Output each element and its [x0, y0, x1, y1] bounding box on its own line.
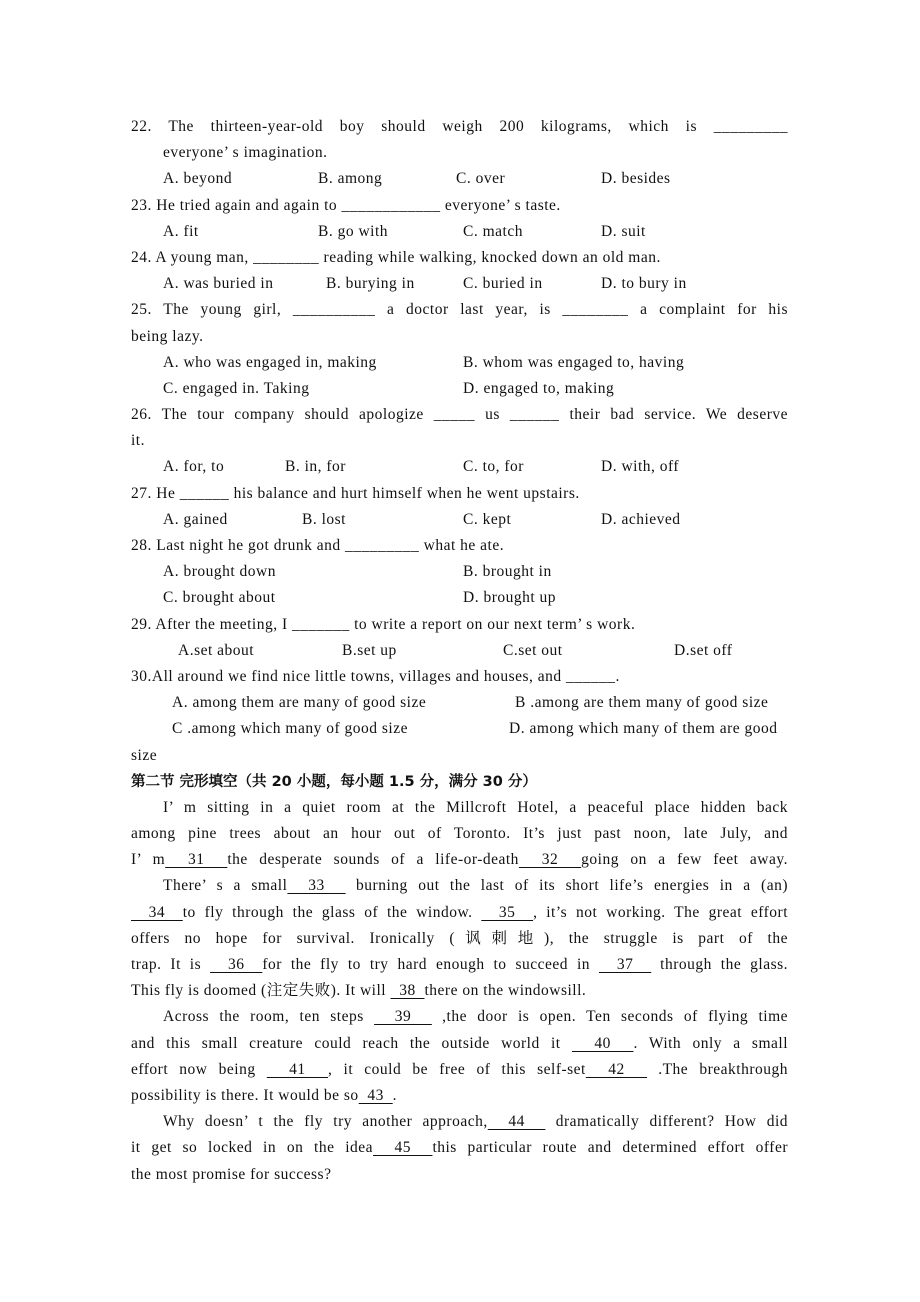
cloze-blank: 44	[487, 1113, 546, 1131]
option-d: D. besides	[601, 170, 671, 188]
option-c: C .among which many of good size	[172, 720, 408, 738]
option-b: B. brought in	[463, 563, 552, 581]
cloze-line	[131, 1083, 788, 1109]
cloze-text: the desperate sounds of a life-or-death	[227, 851, 519, 869]
cloze-text: . With only a small	[633, 1034, 788, 1052]
cloze-blank: 38	[390, 982, 425, 1000]
cloze-text: possibility is there. It would be so	[131, 1086, 359, 1104]
cloze-blank: 37	[598, 956, 652, 973]
cloze-blank: 33	[287, 877, 346, 895]
option-d: D. among which many of them are good	[509, 720, 778, 738]
option-c: C. brought about	[163, 589, 276, 607]
question-22-stem-cont: everyone’ s imagination.	[163, 144, 328, 162]
cloze-line	[131, 1057, 788, 1083]
question-25-options-cd	[131, 376, 788, 402]
cloze-line	[131, 926, 788, 952]
option-a: A. for, to	[163, 458, 225, 476]
option-c: C. over	[456, 170, 506, 188]
option-d: D. engaged to, making	[463, 379, 615, 397]
cloze-blank: 43	[358, 1086, 393, 1104]
cloze-blank: 41	[266, 1060, 328, 1078]
cloze-text: for the fly to try hard enough to succeed in	[262, 956, 599, 973]
cloze-line	[131, 978, 788, 1004]
cloze-line	[131, 795, 788, 821]
cloze-text: and this small creature could reach the outside world it	[131, 1034, 572, 1052]
cloze-text: offers no hope for survival. Ironically (讽刺地), the struggle is part of the	[131, 929, 788, 947]
cloze-text: .	[392, 1086, 398, 1104]
option-b: B. in, for	[285, 458, 346, 476]
cloze-text: there on the windowsill.	[424, 982, 587, 1000]
question-23-stem: 23. He tried again and again to ____________ everyone’ s taste.	[131, 196, 561, 214]
cloze-text: Why doesn’ t the fly try another approach,	[163, 1113, 488, 1131]
cloze-blank: 35	[481, 903, 534, 921]
option-d: D. to bury in	[601, 275, 687, 293]
option-c: C. buried in	[463, 275, 543, 293]
question-23-options	[131, 219, 788, 245]
cloze-line	[131, 1135, 788, 1161]
option-b: B. among	[318, 170, 383, 188]
cloze-text: This fly is doomed (注定失败). It will	[131, 982, 391, 1000]
question-26-stem-cont: it.	[131, 432, 145, 450]
cloze-text: this particular route and determined effort offer	[432, 1139, 788, 1157]
option-d: D. with, off	[601, 458, 680, 476]
cloze-text: through the glass.	[651, 956, 788, 973]
cloze-blank: 36	[210, 956, 263, 973]
option-d: D. achieved	[601, 510, 681, 528]
option-a: A. among them are many of good size	[172, 694, 427, 712]
cloze-blank: 34	[131, 903, 183, 921]
question-25-options-ab	[131, 350, 788, 376]
cloze-text: Across the room, ten steps	[163, 1008, 375, 1026]
exam-page	[131, 114, 788, 1188]
cloze-line	[131, 1004, 788, 1030]
cloze-line	[131, 900, 788, 926]
cloze-text: burning out the last of its short life’s energies in a (an)	[345, 877, 788, 895]
question-25-stem-cont: being lazy.	[131, 327, 204, 345]
question-22-options	[131, 166, 788, 192]
option-c: C. kept	[463, 510, 512, 528]
option-a: A. who was engaged in, making	[163, 353, 377, 371]
question-30-stem: 30.All around we find nice little towns, villages and houses, and ______.	[131, 667, 620, 685]
question-30-options-ab	[131, 690, 788, 716]
option-c: C.set out	[503, 641, 563, 659]
cloze-text: effort now being	[131, 1060, 267, 1078]
cloze-line	[131, 873, 788, 899]
cloze-blank: 45	[373, 1139, 433, 1157]
option-b: B.set up	[342, 641, 397, 659]
cloze-line	[131, 821, 788, 847]
option-a: A. was buried in	[163, 275, 274, 293]
cloze-text: among pine trees about an hour out of Toronto. It’s just past noon, late July, and	[131, 825, 788, 843]
question-29-stem: 29. After the meeting, I _______ to write a report on our next term’ s work.	[131, 615, 636, 633]
cloze-blank: 42	[585, 1060, 648, 1078]
option-a: A. fit	[163, 222, 199, 240]
cloze-text: trap. It is	[131, 956, 211, 973]
question-26-options	[131, 454, 788, 480]
cloze-line	[131, 1162, 788, 1188]
option-d: D. brought up	[463, 589, 557, 607]
cloze-blank: 39	[374, 1008, 432, 1026]
cloze-line	[131, 952, 788, 978]
question-26-stem: 26. The tour company should apologize _____ us ______ their bad service. We deserve	[131, 406, 788, 424]
question-22-stem: 22. The thirteen-year-old boy should weigh 200 kilograms, which is _________	[131, 118, 788, 135]
cloze-text: ,the door is open. Ten seconds of flying time	[431, 1008, 788, 1026]
question-29-options	[131, 638, 788, 664]
question-27-stem: 27. He ______ his balance and hurt himself when he went upstairs.	[131, 484, 580, 502]
cloze-passage	[131, 795, 788, 1188]
cloze-text: it get so locked in on the idea	[131, 1139, 374, 1157]
section-heading: 第二节 完形填空（共 20 小题，每小题 1.5 分，满分 30 分）	[131, 773, 537, 790]
option-b: B. lost	[302, 510, 346, 528]
cloze-line	[131, 847, 788, 873]
cloze-text: I’ m	[131, 851, 166, 869]
option-a: A. beyond	[163, 170, 233, 188]
cloze-line	[131, 1109, 788, 1135]
cloze-blank: 40	[571, 1034, 634, 1052]
cloze-text: I’ m sitting in a quiet room at the Millcroft Hotel, a peaceful place hidden back	[163, 798, 788, 816]
cloze-text: There’ s a small	[163, 877, 288, 895]
question-28-stem: 28. Last night he got drunk and _________ what he ate.	[131, 537, 505, 554]
cloze-text: going on a few feet away.	[581, 851, 788, 869]
option-c: C. match	[463, 222, 523, 240]
cloze-text: dramatically different? How did	[545, 1113, 788, 1131]
option-a: A.set about	[178, 641, 255, 659]
question-28-options-cd	[131, 585, 788, 611]
option-d: D.set off	[674, 641, 733, 659]
cloze-text: , it’s not working. The great effort	[533, 903, 788, 921]
question-27-options	[131, 507, 788, 533]
option-c: C. to, for	[463, 458, 524, 476]
option-b: B. burying in	[326, 275, 415, 293]
cloze-line	[131, 1031, 788, 1057]
option-c: C. engaged in. Taking	[163, 379, 310, 397]
option-a: A. gained	[163, 510, 228, 528]
option-b: B. go with	[318, 222, 389, 240]
question-28-options-ab	[131, 559, 788, 585]
option-b: B. whom was engaged to, having	[463, 353, 685, 371]
cloze-text: to fly through the glass of the window.	[182, 903, 482, 921]
cloze-text: , it could be free of this self-set	[327, 1060, 586, 1078]
question-24-stem: 24. A young man, ________ reading while walking, knocked down an old man.	[131, 248, 661, 266]
cloze-blank: 31	[165, 851, 228, 869]
cloze-text: .The breakthrough	[647, 1060, 788, 1078]
question-24-options	[131, 271, 788, 297]
cloze-blank: 32	[518, 851, 582, 869]
option-b: B .among are them many of good size	[515, 694, 769, 712]
question-30-options-cont: size	[131, 746, 158, 764]
option-a: A. brought down	[163, 563, 276, 581]
question-30-options-cd	[131, 716, 788, 742]
cloze-text: the most promise for success?	[131, 1165, 332, 1183]
option-d: D. suit	[601, 222, 646, 240]
question-25-stem: 25. The young girl, __________ a doctor last year, is ________ a complaint for his	[131, 301, 788, 319]
